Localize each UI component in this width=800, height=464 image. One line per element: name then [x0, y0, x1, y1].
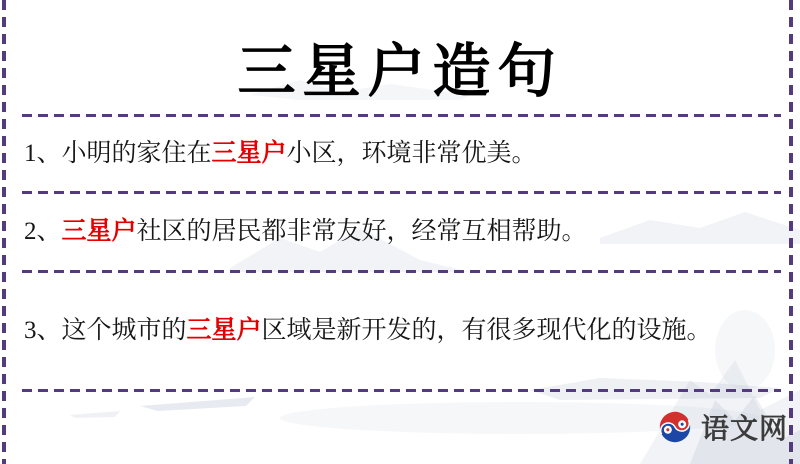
- sentence-3-number: 3、: [24, 316, 62, 344]
- dashed-divider-4: [22, 389, 781, 392]
- sentence-row-3: [0, 273, 800, 389]
- site-logo-text: 语文网: [700, 413, 788, 444]
- sentence-3-post: 区域是新开发的，有很多现代化的设施。: [261, 316, 712, 344]
- sentence-1-keyword: 三星户: [211, 139, 287, 167]
- sentence-2-keyword: 三星户: [61, 217, 137, 245]
- sentence-2-post: 社区的居民都非常友好，经常互相帮助。: [136, 217, 587, 245]
- sentence-3-keyword: 三星户: [186, 316, 262, 344]
- sentence-1-post: 小区，环境非常优美。: [286, 139, 537, 167]
- sentence-1-pre: 小明的家住在: [61, 139, 212, 167]
- page-title: 三星户造句: [237, 37, 563, 105]
- site-logo[interactable]: [656, 406, 788, 448]
- yinyang-fish-logo-icon: [649, 401, 700, 452]
- sentence-2-number: 2、: [24, 217, 62, 245]
- sentence-row-1: [0, 117, 800, 191]
- sentence-row-2: [0, 194, 800, 270]
- sentence-3-pre: 这个城市的: [61, 316, 187, 344]
- sentence-1-number: 1、: [24, 139, 62, 167]
